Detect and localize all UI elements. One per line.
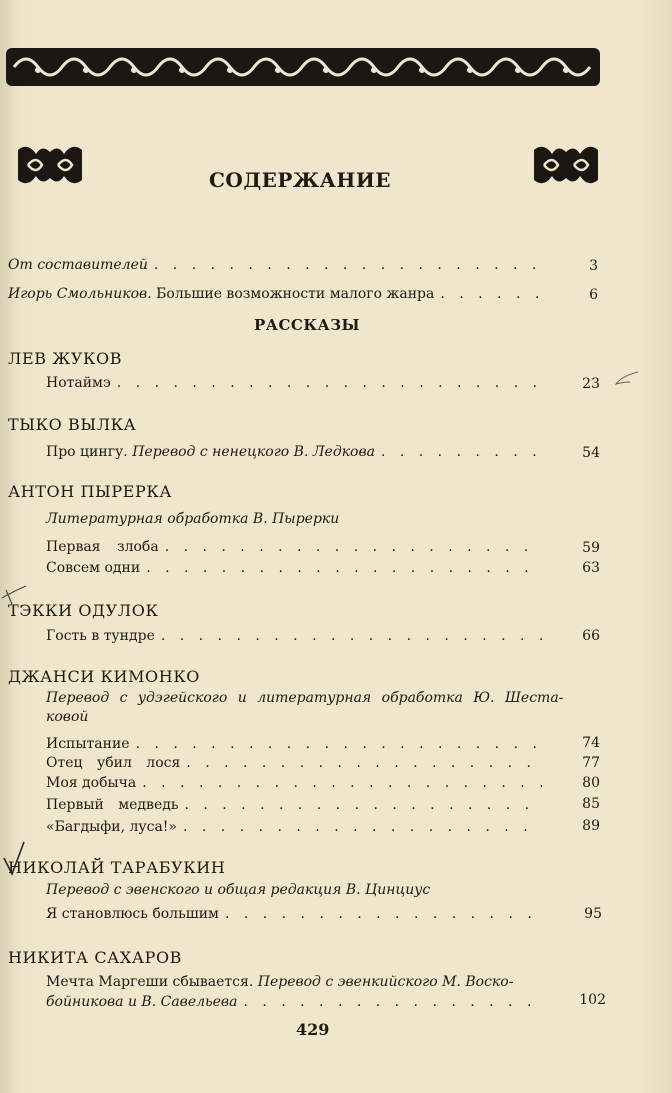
toc-entry: «Багдыфи, луса!» . . . bbox=[46, 819, 548, 835]
toc-page: 89 bbox=[582, 818, 600, 834]
toc-page: 3 bbox=[589, 258, 598, 274]
author-note: Литературная обработка В. Пырерки bbox=[46, 511, 340, 527]
author-note: Перевод с эвенского и общая редакция В. Цинциус bbox=[46, 882, 431, 898]
author-name: НИКИТА САХАРОВ bbox=[8, 948, 183, 967]
pencil-mark bbox=[612, 370, 642, 388]
toc-page: 54 bbox=[582, 445, 600, 461]
toc-entry: Про цингу. Перевод с ненецкого В. Ледкова . . . bbox=[46, 444, 548, 460]
toc-entry: бойникова и В. Савельева . . . bbox=[46, 994, 548, 1010]
toc-entry: Я становлюсь большим . . . bbox=[46, 906, 548, 922]
author-note: ковой bbox=[46, 709, 89, 725]
toc-page: 102 bbox=[579, 992, 606, 1008]
toc-entry: Моя добыча . . . bbox=[46, 775, 548, 791]
toc-entry: Игорь Смольников. Большие возможности малого жанра . . . bbox=[8, 286, 548, 302]
toc-page: 6 bbox=[589, 287, 598, 303]
toc-page: 63 bbox=[582, 560, 600, 576]
toc-entry: Совсем одни . . . bbox=[46, 560, 548, 576]
author-name: ТЫКО ВЫЛКА bbox=[8, 415, 137, 434]
toc-page: 95 bbox=[584, 906, 602, 922]
toc-entry: От составителей . . . bbox=[8, 257, 548, 273]
toc-entry: Отец убил лося . . . bbox=[46, 755, 548, 771]
author-note: Перевод с удэгейского и литературная обработка Ю. Шеста- bbox=[46, 690, 564, 706]
toc-page: 66 bbox=[582, 628, 600, 644]
author-name: ДЖАНСИ КИМОНКО bbox=[8, 667, 201, 686]
toc-entry: Мечта Маргеши сбывается. Перевод с эвенкийского М. Воско- bbox=[46, 974, 514, 990]
toc-page: 77 bbox=[582, 755, 600, 771]
toc-page: 85 bbox=[582, 796, 600, 812]
toc-page: 59 bbox=[582, 540, 600, 556]
toc-page: 80 bbox=[582, 775, 600, 791]
author-name: АНТОН ПЫРЕРКА bbox=[8, 482, 173, 501]
toc-page: 74 bbox=[582, 735, 600, 751]
toc-page: 23 bbox=[582, 376, 600, 392]
toc-entry: Первый медведь . . . bbox=[46, 797, 548, 813]
toc-entry: Нотаймэ . . . bbox=[46, 375, 548, 391]
author-name: НИКОЛАЙ ТАРАБУКИН bbox=[8, 858, 226, 877]
page-title: СОДЕРЖАНИЕ bbox=[209, 168, 391, 192]
page-number: 429 bbox=[296, 1020, 330, 1039]
author-name: ЛЕВ ЖУКОВ bbox=[8, 349, 123, 368]
ornamental-border bbox=[6, 44, 600, 90]
toc-entry: Гость в тундре . . . bbox=[46, 628, 548, 644]
toc-entry: Испытание . . . bbox=[46, 736, 548, 752]
toc-entry: Первая злоба . . . bbox=[46, 539, 548, 555]
author-name: ТЭККИ ОДУЛОК bbox=[8, 601, 159, 620]
section-heading: РАССКАЗЫ bbox=[254, 316, 361, 334]
ornament-left bbox=[14, 140, 86, 190]
ornament-right bbox=[530, 140, 602, 190]
